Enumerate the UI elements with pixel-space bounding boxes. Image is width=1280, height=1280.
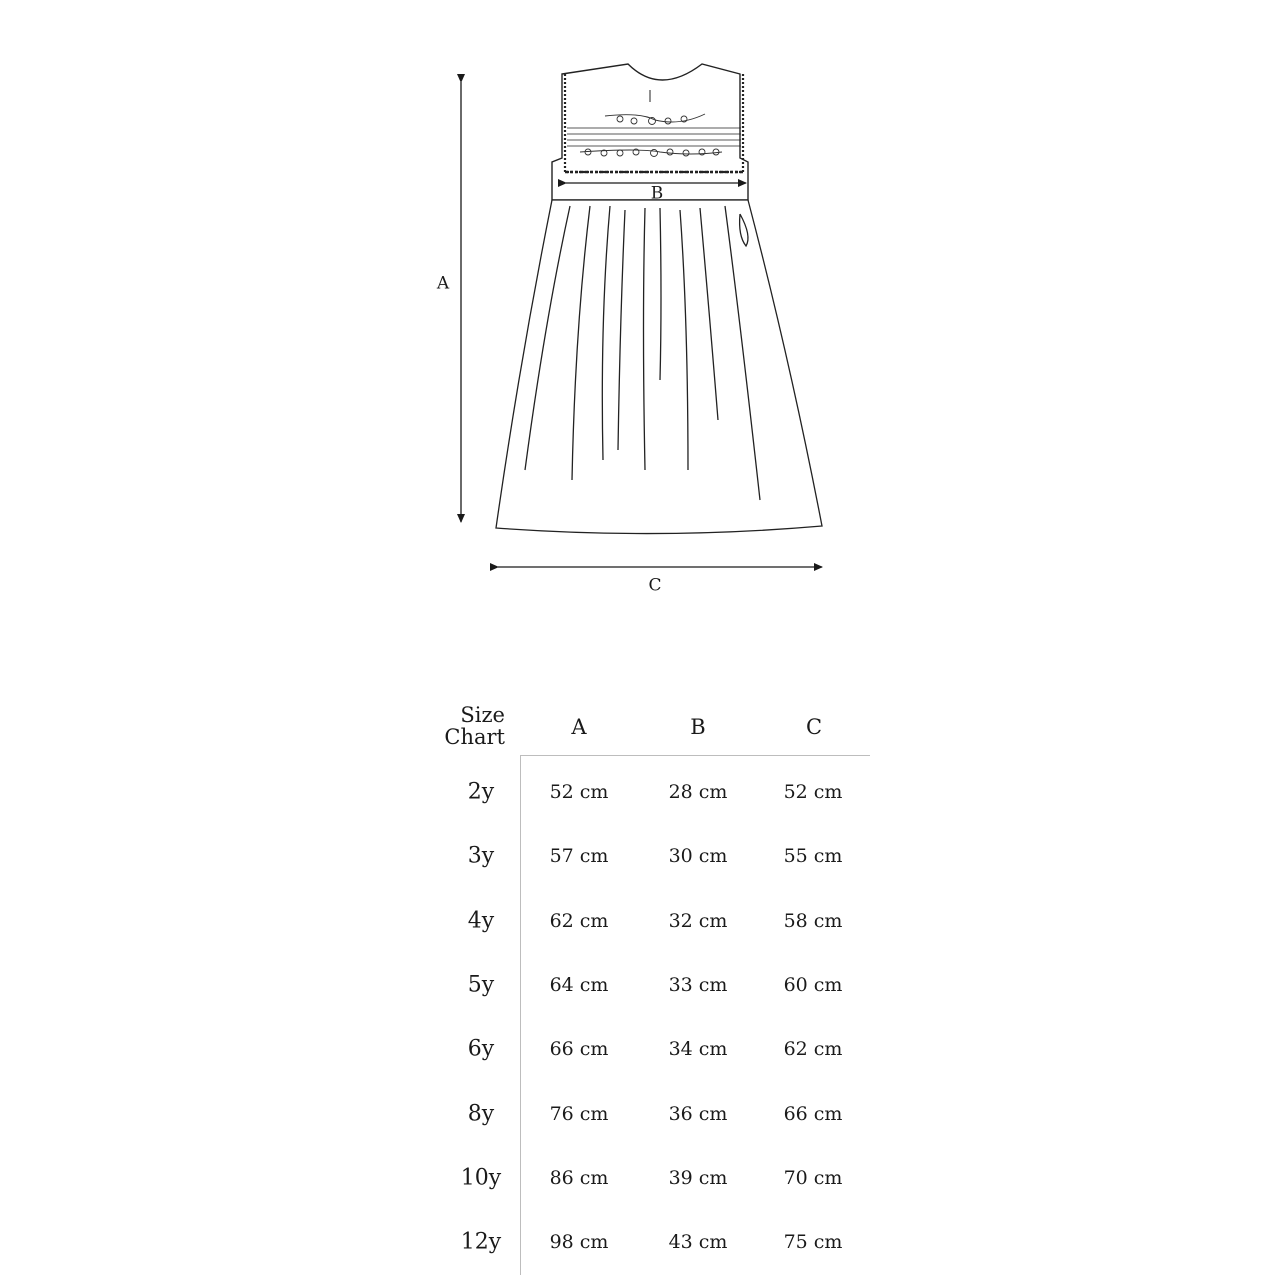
cell-b: 28 cm xyxy=(668,781,728,803)
row-size-label: 2y xyxy=(467,779,495,805)
table-vertical-divider xyxy=(520,755,521,1275)
cell-c: 55 cm xyxy=(783,845,843,868)
cell-a: 86 cm xyxy=(549,1166,609,1189)
row-size-label: 5y xyxy=(467,972,495,998)
cell-c: 62 cm xyxy=(783,1038,843,1061)
cell-b: 30 cm xyxy=(668,845,728,868)
cell-b: 43 cm xyxy=(668,1231,728,1254)
dimension-a-label: A xyxy=(436,273,450,294)
cell-a: 52 cm xyxy=(549,781,609,803)
dress-skirt xyxy=(496,200,822,534)
dress-bodice xyxy=(552,64,748,200)
cell-a: 62 cm xyxy=(549,909,609,932)
cell-a: 98 cm xyxy=(549,1231,609,1254)
cell-c: 60 cm xyxy=(783,973,843,996)
cell-a: 76 cm xyxy=(549,1102,609,1125)
cell-b: 33 cm xyxy=(668,973,728,996)
cell-c: 75 cm xyxy=(783,1231,843,1254)
cell-a: 64 cm xyxy=(549,973,609,996)
cell-b: 36 cm xyxy=(668,1102,728,1125)
row-size-label: 12y xyxy=(460,1229,502,1255)
cell-c: 70 cm xyxy=(783,1166,843,1189)
cell-b: 34 cm xyxy=(668,1038,728,1061)
cell-c: 58 cm xyxy=(783,909,843,932)
cell-a: 57 cm xyxy=(549,845,609,868)
table-horizontal-divider xyxy=(520,755,870,756)
row-size-label: 6y xyxy=(467,1036,495,1062)
cell-b: 39 cm xyxy=(668,1166,728,1189)
row-size-label: 3y xyxy=(467,843,495,869)
dimension-c-label: C xyxy=(648,575,662,596)
size-chart-title-line2: Chart xyxy=(444,725,505,749)
row-size-label: 10y xyxy=(460,1165,502,1191)
cell-c: 66 cm xyxy=(783,1102,843,1125)
cell-b: 32 cm xyxy=(668,909,728,932)
column-header-c: C xyxy=(805,715,823,739)
row-size-label: 8y xyxy=(467,1101,495,1126)
cell-a: 66 cm xyxy=(549,1038,609,1061)
row-size-label: 4y xyxy=(467,908,495,934)
size-chart-title xyxy=(444,704,505,748)
column-header-a: A xyxy=(571,715,587,739)
column-header-b: B xyxy=(690,715,706,739)
size-chart-title-line1: Size xyxy=(460,703,505,727)
dimension-b-label: B xyxy=(650,183,664,204)
cell-c: 52 cm xyxy=(783,781,843,803)
